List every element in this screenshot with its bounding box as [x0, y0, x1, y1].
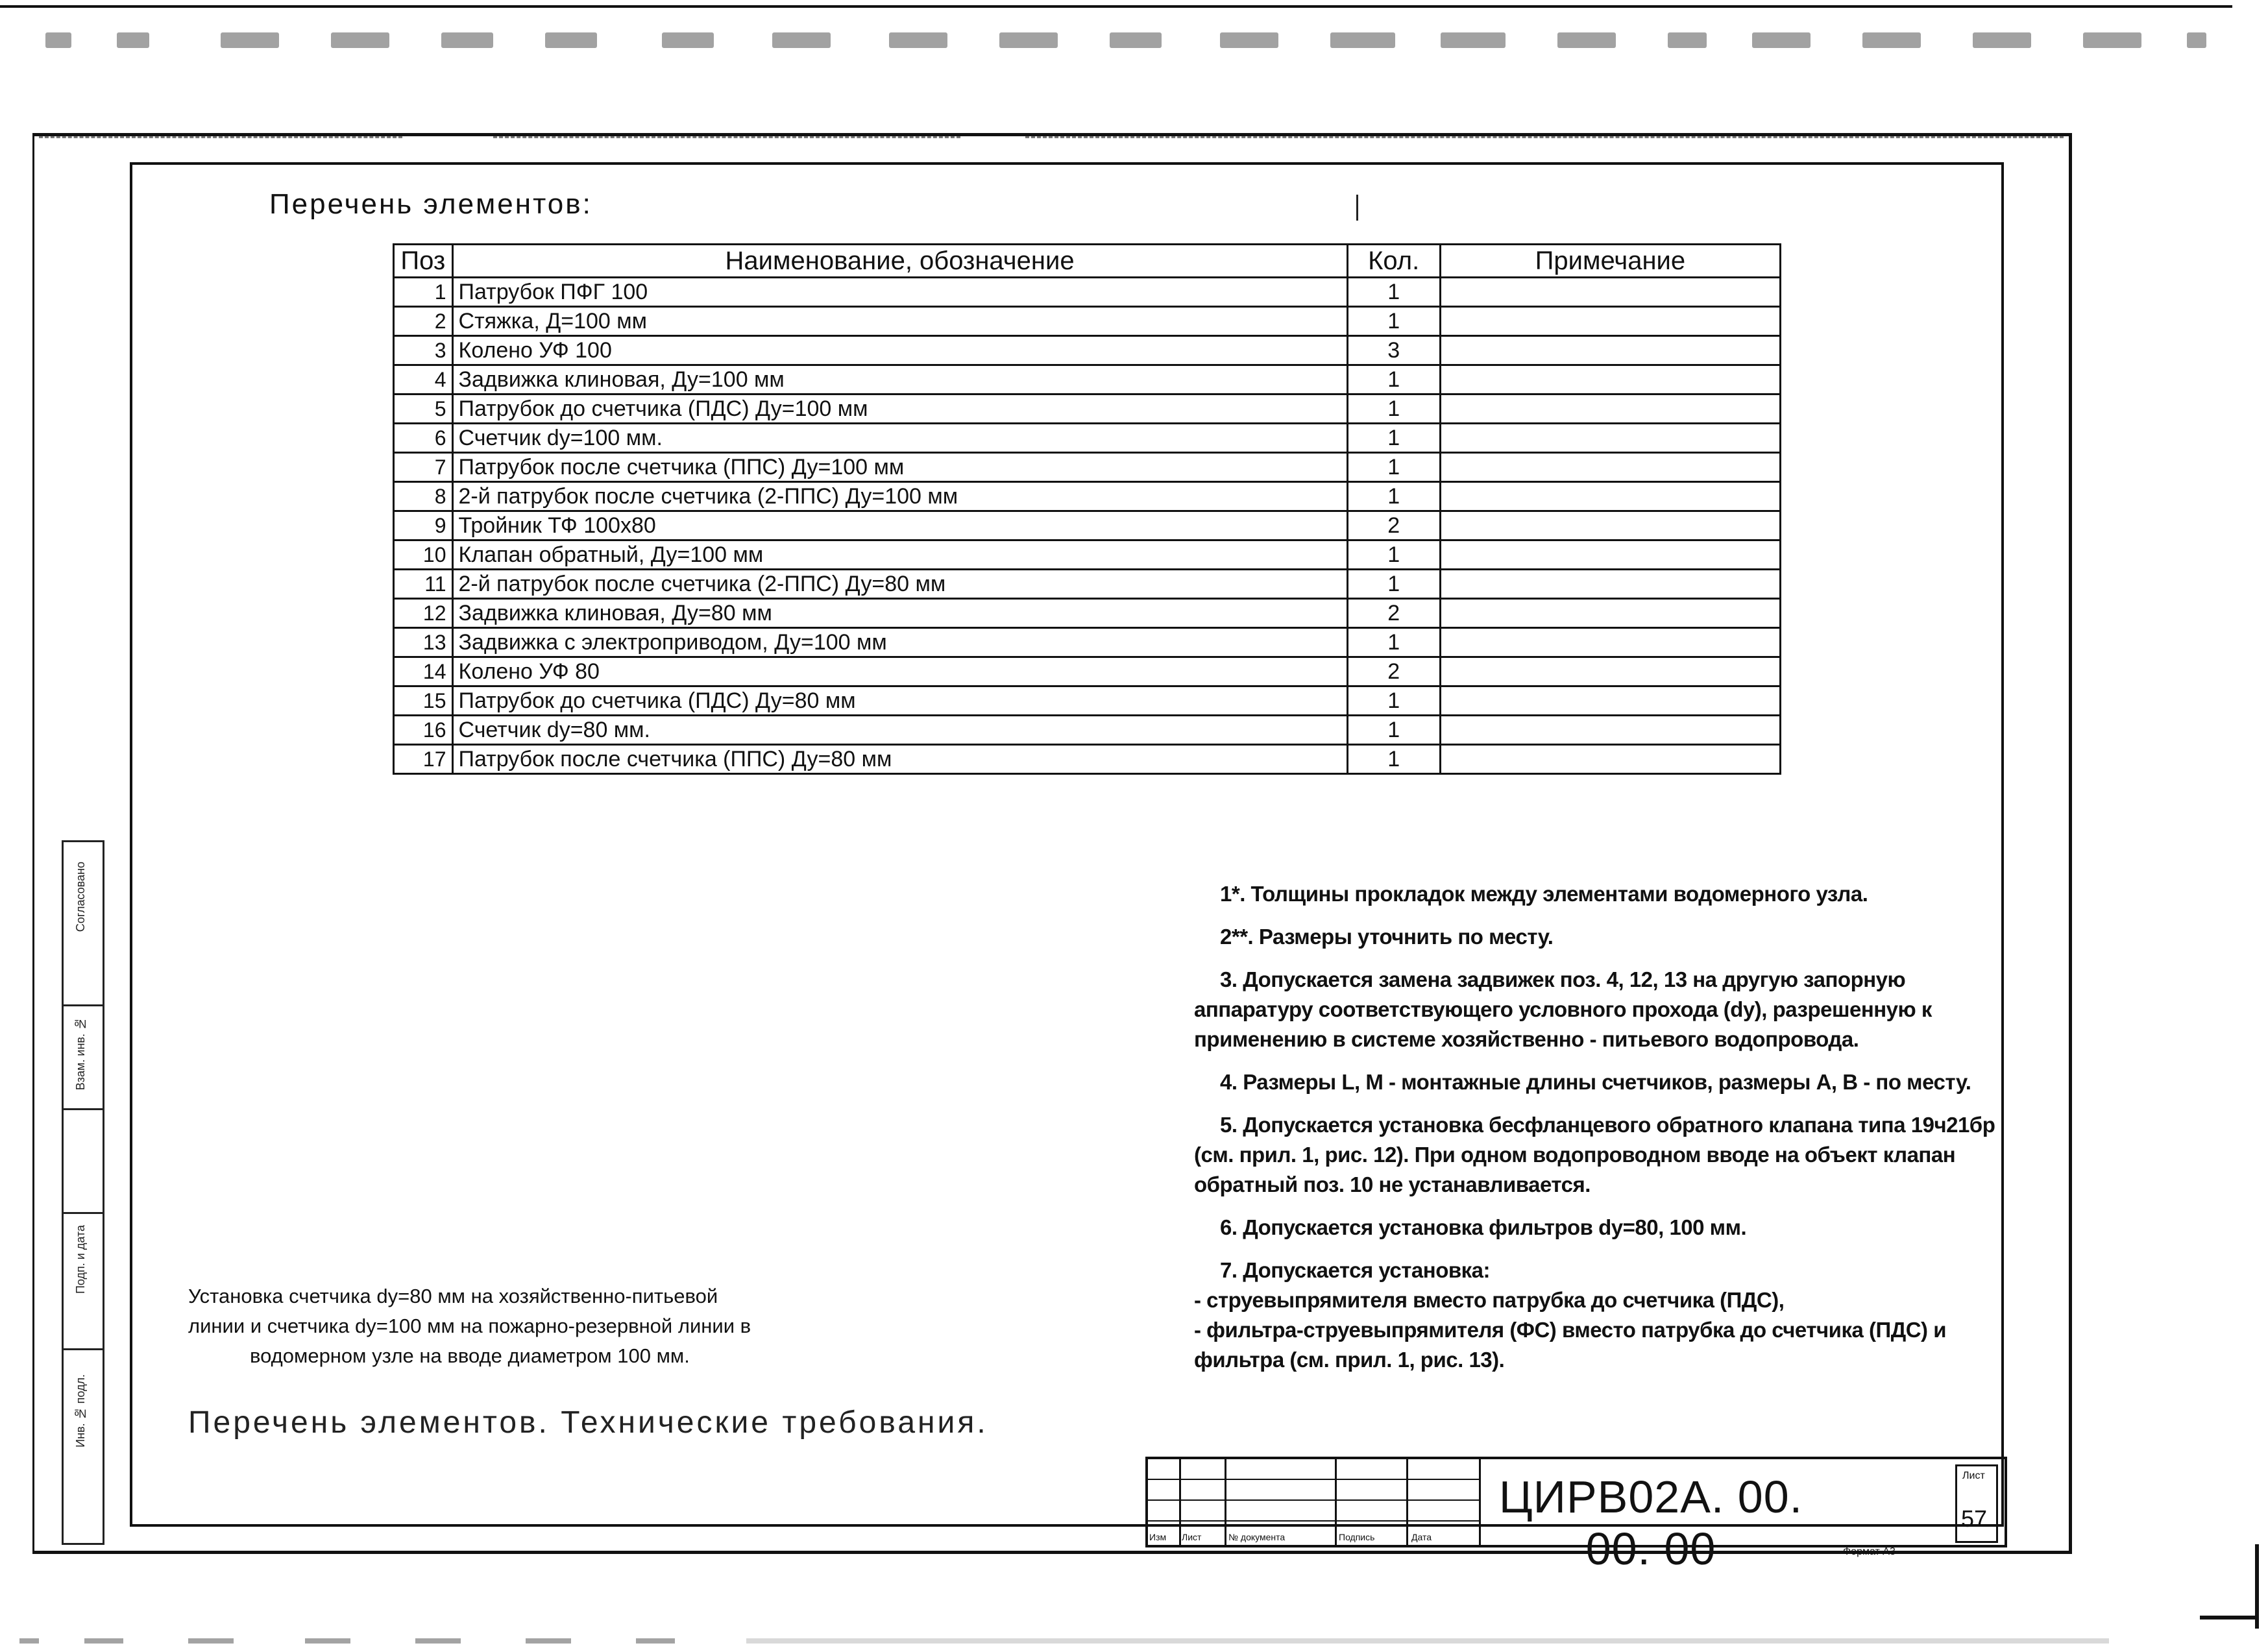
cell-qty: 2: [1347, 511, 1440, 540]
cell-pos: 15: [394, 686, 453, 716]
scan-noise-top: [26, 26, 2245, 71]
cell-pos: 11: [394, 570, 453, 599]
table-row: [394, 628, 1781, 657]
cell-pos: 8: [394, 482, 453, 511]
table-row: [394, 336, 1781, 365]
table-row: [394, 307, 1781, 336]
document-code: ЦИРВ02А. 00. 00. 00: [1498, 1472, 1803, 1574]
cell-note: [1440, 394, 1780, 424]
note-1: 1*. Толщины прокладок между элементами водомерного узла.: [1220, 882, 1868, 906]
cell-pos: 10: [394, 540, 453, 570]
cell-name: Патрубок после счетчика (ППС) Ду=100 мм: [452, 453, 1347, 482]
table-row: [394, 482, 1781, 511]
elements-table: [393, 243, 1781, 775]
cell-name: Колено УФ 100: [452, 336, 1347, 365]
side-label: Взам. инв. №: [74, 1017, 87, 1091]
stamp-label: Дата: [1411, 1532, 1432, 1542]
cell-note: [1440, 686, 1780, 716]
scan-noise-bottom: [19, 1638, 2161, 1646]
cell-qty: 2: [1347, 657, 1440, 686]
cell-qty: 1: [1347, 394, 1440, 424]
cell-pos: 9: [394, 511, 453, 540]
cell-note: [1440, 453, 1780, 482]
cell-name: Тройник ТФ 100х80: [452, 511, 1347, 540]
cell-note: [1440, 278, 1780, 307]
cell-name: Колено УФ 80: [452, 657, 1347, 686]
note-7-a: - струевыпрямителя вместо патрубка до счетчика (ПДС),: [1194, 1288, 1785, 1312]
cell-name: Стяжка, Д=100 мм: [452, 307, 1347, 336]
top-border-line: [0, 5, 2232, 8]
col-header-note: Примечание: [1440, 245, 1780, 278]
table-row: [394, 570, 1781, 599]
cell-qty: 1: [1347, 570, 1440, 599]
table-row: [394, 511, 1781, 540]
cell-name: Патрубок до счетчика (ПДС) Ду=100 мм: [452, 394, 1347, 424]
table-row: [394, 453, 1781, 482]
caption-line: водомерном узле на вводе диаметром 100 мм.: [250, 1344, 690, 1367]
table-row: [394, 716, 1781, 745]
frame-corner: [2255, 1544, 2259, 1629]
cell-qty: 1: [1347, 628, 1440, 657]
sheet-number: 57: [1961, 1505, 1988, 1532]
cell-name: Счетчик dy=100 мм.: [452, 424, 1347, 453]
technical-requirements: [1194, 879, 2012, 1375]
col-header-name: Наименование, обозначение: [452, 245, 1347, 278]
note-7-b: - фильтра-струевыпрямителя (ФС) вместо патрубка до счетчика (ПДС) и фильтра (см. прил. 1, рис. 13).: [1194, 1318, 1946, 1372]
sheet-label: Лист: [1962, 1470, 1985, 1481]
table-row: [394, 278, 1781, 307]
cell-qty: 1: [1347, 482, 1440, 511]
table-header-row: [394, 245, 1781, 278]
cell-pos: 17: [394, 745, 453, 774]
paper-format: Формат А3: [1843, 1546, 1896, 1557]
cell-note: [1440, 628, 1780, 657]
cell-name: Задвижка клиновая, Ду=80 мм: [452, 599, 1347, 628]
cell-qty: 1: [1347, 453, 1440, 482]
cell-qty: 1: [1347, 307, 1440, 336]
table-row: [394, 540, 1781, 570]
cell-pos: 12: [394, 599, 453, 628]
table-row: [394, 657, 1781, 686]
cell-qty: 1: [1347, 278, 1440, 307]
cell-note: [1440, 307, 1780, 336]
cell-name: Патрубок ПФГ 100: [452, 278, 1347, 307]
side-label: Инв. № подл.: [74, 1374, 87, 1448]
cell-pos: 13: [394, 628, 453, 657]
cell-name: Клапан обратный, Ду=100 мм: [452, 540, 1347, 570]
cell-note: [1440, 482, 1780, 511]
drawing-caption: [188, 1281, 928, 1371]
table-row: [394, 365, 1781, 394]
cell-note: [1440, 540, 1780, 570]
cell-note: [1440, 424, 1780, 453]
cell-qty: 1: [1347, 365, 1440, 394]
cell-qty: 1: [1347, 745, 1440, 774]
cell-note: [1440, 716, 1780, 745]
note-3: 3. Допускается замена задвижек поз. 4, 12, 13 на другую запорную аппаратуру соответствующего условного прохода (dy), разрешенную к применению в системе хозяйственно - питьевого водопровода.: [1194, 967, 1932, 1051]
cell-note: [1440, 336, 1780, 365]
side-label: Согласовано: [74, 862, 87, 932]
cell-qty: 1: [1347, 686, 1440, 716]
table-row: [394, 394, 1781, 424]
cell-qty: 1: [1347, 540, 1440, 570]
col-header-pos: Поз: [394, 245, 453, 278]
cell-name: Патрубок после счетчика (ППС) Ду=80 мм: [452, 745, 1347, 774]
note-7-head: 7. Допускается установка:: [1220, 1258, 1491, 1282]
note-5: 5. Допускается установка бесфланцевого обратного клапана типа 19ч21бр (см. прил. 1, рис. 12). При одном водопроводном вводе на объект клапан обратный поз. 10 не устанавливается.: [1194, 1113, 1995, 1196]
cell-name: Задвижка клиновая, Ду=100 мм: [452, 365, 1347, 394]
cell-qty: 2: [1347, 599, 1440, 628]
caption-line: линии и счетчика dy=100 мм на пожарно-резервной линии в: [188, 1315, 751, 1337]
stamp-label: Подпись: [1339, 1532, 1375, 1542]
col-header-qty: Кол.: [1347, 245, 1440, 278]
frame-corner: [2200, 1616, 2258, 1620]
cell-name: 2-й патрубок после счетчика (2-ППС) Ду=80 мм: [452, 570, 1347, 599]
cell-qty: 1: [1347, 716, 1440, 745]
note-2: 2**. Размеры уточнить по месту.: [1220, 925, 1554, 949]
cell-name: Задвижка с электроприводом, Ду=100 мм: [452, 628, 1347, 657]
cell-pos: 2: [394, 307, 453, 336]
cell-pos: 3: [394, 336, 453, 365]
stamp-label: № документа: [1228, 1532, 1286, 1542]
cell-pos: 7: [394, 453, 453, 482]
cell-pos: 1: [394, 278, 453, 307]
side-label: Подп. и дата: [74, 1225, 87, 1294]
stamp-label: Изм: [1149, 1532, 1167, 1542]
elements-list-title: Перечень элементов:: [269, 188, 592, 220]
cell-note: [1440, 570, 1780, 599]
cell-pos: 16: [394, 716, 453, 745]
cell-pos: 4: [394, 365, 453, 394]
cell-note: [1440, 657, 1780, 686]
cell-name: 2-й патрубок после счетчика (2-ППС) Ду=100 мм: [452, 482, 1347, 511]
pencil-mark: [1356, 195, 1358, 221]
sheet-number-box: [1955, 1464, 1998, 1543]
note-4: 4. Размеры L, M - монтажные длины счетчиков, размеры А, В - по месту.: [1220, 1070, 1971, 1094]
table-row: [394, 686, 1781, 716]
cell-note: [1440, 599, 1780, 628]
table-row: [394, 745, 1781, 774]
cell-qty: 3: [1347, 336, 1440, 365]
cell-pos: 5: [394, 394, 453, 424]
sheet-subtitle: Перечень элементов. Технические требования.: [188, 1405, 988, 1440]
cell-note: [1440, 365, 1780, 394]
cell-pos: 6: [394, 424, 453, 453]
side-stamp-strip: [62, 840, 104, 1545]
cell-note: [1440, 511, 1780, 540]
table-row: [394, 599, 1781, 628]
note-6: 6. Допускается установка фильтров dy=80, 100 мм.: [1220, 1215, 1747, 1239]
table-row: [394, 424, 1781, 453]
cell-qty: 1: [1347, 424, 1440, 453]
cell-name: Счетчик dy=80 мм.: [452, 716, 1347, 745]
cell-pos: 14: [394, 657, 453, 686]
cell-note: [1440, 745, 1780, 774]
cell-name: Патрубок до счетчика (ПДС) Ду=80 мм: [452, 686, 1347, 716]
stamp-label: Лист: [1182, 1532, 1202, 1542]
caption-line: Установка счетчика dy=80 мм на хозяйственно-питьевой: [188, 1285, 718, 1307]
